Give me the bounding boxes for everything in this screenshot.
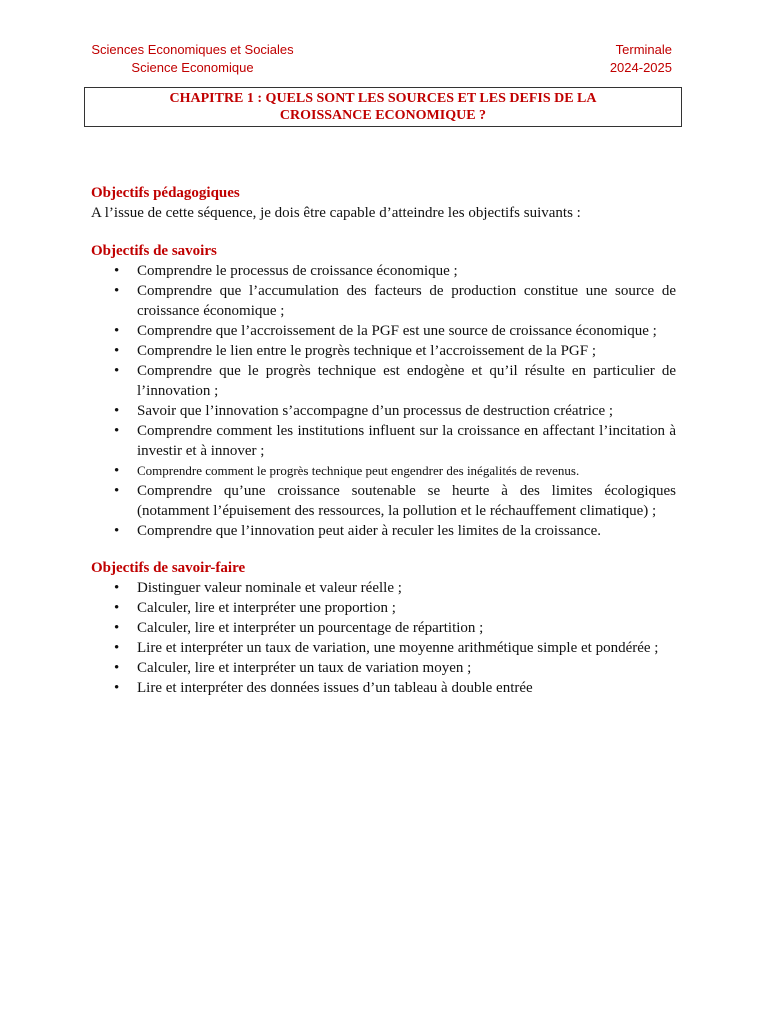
objectifs-intro: A l’issue de cette séquence, je dois être capable d’atteindre les objectifs suivants :: [91, 205, 581, 221]
header-level-line2: 2024-2025: [609, 60, 672, 75]
list-item: • Comprendre qu’une croissance soutenable se heurte à des limites écologiques (notamment l’épuisement des ressources, la pollution et le réchauffement climatique) ;: [91, 481, 676, 521]
list-item: • Comprendre que l’accroissement de la PGF est une source de croissance économique ;: [91, 321, 676, 341]
savoirs-list: [91, 261, 676, 541]
list-item: • Comprendre que l’accumulation des facteurs de production constitue une source de croissance économique ;: [91, 281, 676, 321]
list-item: • Savoir que l’innovation s’accompagne d’un processus de destruction créatrice ;: [91, 401, 676, 421]
header-subject-line2: Science Economique: [131, 60, 254, 75]
list-item: • Comprendre que l’innovation peut aider à reculer les limites de la croissance.: [91, 521, 676, 541]
header-subject: [90, 41, 295, 77]
header-level: [552, 41, 672, 77]
objectifs-title: Objectifs pédagogiques: [91, 185, 240, 201]
list-item: • Calculer, lire et interpréter un taux de variation moyen ;: [91, 658, 676, 678]
list-item: • Comprendre que le progrès technique est endogène et qu’il résulte en particulier de l’innovation ;: [91, 361, 676, 401]
list-item: • Comprendre comment le progrès technique peut engendrer des inégalités de revenus.: [91, 461, 676, 481]
spacer: [91, 223, 676, 241]
list-item: • Distinguer valeur nominale et valeur réelle ;: [91, 578, 676, 598]
chapter-title-line1: CHAPITRE 1 : QUELS SONT LES SOURCES ET LES DEFIS DE LA: [169, 91, 597, 106]
list-item: • Comprendre comment les institutions influent sur la croissance en affectant l’incitation à investir et à innover ;: [91, 421, 676, 461]
header-subject-line1: Sciences Economiques et Sociales: [91, 42, 294, 57]
list-item: • Comprendre le lien entre le progrès technique et l’accroissement de la PGF ;: [91, 341, 676, 361]
list-item: • Comprendre le processus de croissance économique ;: [91, 261, 676, 281]
document-body: [91, 183, 676, 698]
spacer: [91, 541, 676, 558]
savoir-faire-title: Objectifs de savoir-faire: [91, 560, 246, 576]
list-item: • Calculer, lire et interpréter une proportion ;: [91, 598, 676, 618]
savoir-faire-list: [91, 578, 676, 698]
list-item: • Lire et interpréter un taux de variation, une moyenne arithmétique simple et pondérée ;: [91, 638, 676, 658]
chapter-title-box: [84, 87, 682, 127]
list-item: • Calculer, lire et interpréter un pourcentage de répartition ;: [91, 618, 676, 638]
list-item: • Lire et interpréter des données issues d’un tableau à double entrée: [91, 678, 676, 698]
savoirs-title: Objectifs de savoirs: [91, 243, 217, 259]
chapter-title-line2: CROISSANCE ECONOMIQUE ?: [279, 108, 487, 123]
header-level-line1: Terminale: [615, 42, 672, 57]
